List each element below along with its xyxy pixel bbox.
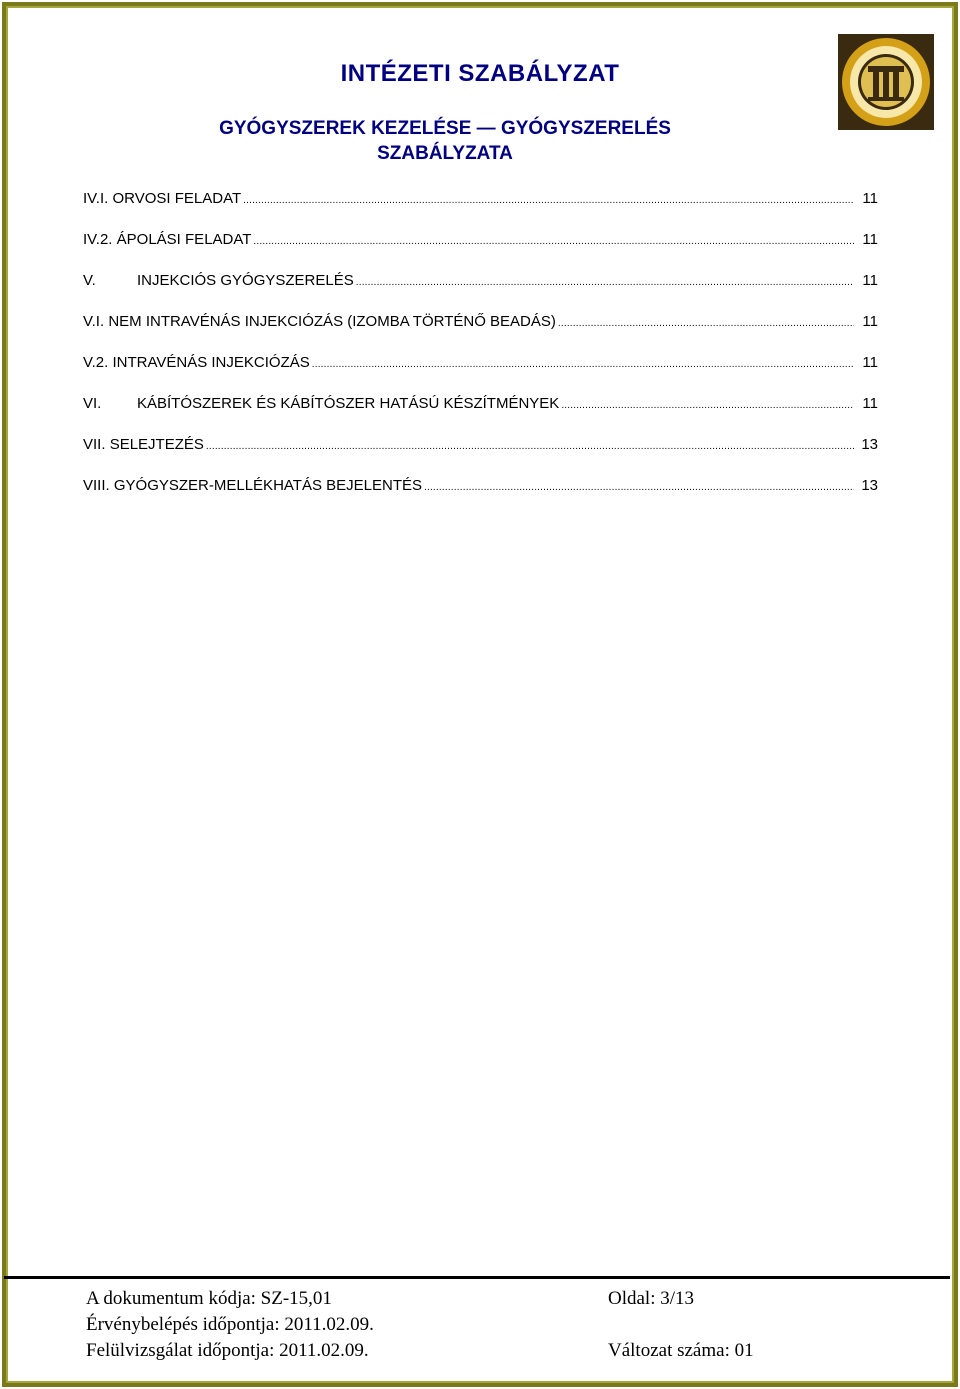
toc-number: V. bbox=[83, 272, 96, 289]
subtitle-line-2: SZABÁLYZATA bbox=[377, 143, 513, 164]
document-title: INTÉZETI SZABÁLYZAT bbox=[340, 60, 620, 87]
toc-leader bbox=[253, 236, 854, 247]
toc-title: NEM INTRAVÉNÁS INJEKCIÓZÁS (IZOMBA TÖRTÉNŐ BEADÁS) bbox=[108, 313, 556, 330]
toc-page: 13 bbox=[861, 477, 878, 494]
page-number: Oldal: 3/13 bbox=[608, 1288, 695, 1309]
toc-leader bbox=[243, 195, 854, 206]
toc-number: IV.2. bbox=[83, 231, 113, 248]
toc-leader bbox=[206, 441, 854, 452]
toc-title: ÁPOLÁSI FELADAT bbox=[116, 231, 252, 248]
footer-divider bbox=[4, 1276, 950, 1279]
toc-title: ORVOSI FELADAT bbox=[112, 190, 242, 207]
toc-title: KÁBÍTÓSZEREK ÉS KÁBÍTÓSZER HATÁSÚ KÉSZÍTMÉNYEK bbox=[137, 395, 560, 412]
table-of-contents bbox=[83, 190, 878, 518]
toc-title: GYÓGYSZER-MELLÉKHATÁS BEJELENTÉS bbox=[113, 477, 422, 494]
document-code: A dokumentum kódja: SZ-15,01 bbox=[86, 1288, 332, 1309]
toc-page: 11 bbox=[862, 395, 878, 412]
review-date: Felülvizsgálat időpontja: 2011.02.09. bbox=[86, 1340, 369, 1361]
toc-page: 11 bbox=[862, 190, 878, 207]
toc-title: INJEKCIÓS GYÓGYSZERELÉS bbox=[137, 272, 354, 289]
toc-entry[interactable] bbox=[83, 477, 878, 498]
toc-leader bbox=[312, 359, 854, 370]
institution-seal-icon bbox=[838, 34, 934, 130]
toc-entry[interactable] bbox=[83, 313, 878, 334]
effective-date: Érvénybelépés időpontja: 2011.02.09. bbox=[86, 1314, 374, 1335]
toc-leader bbox=[424, 482, 854, 493]
toc-number: V.I. bbox=[83, 313, 105, 330]
subtitle-line-1: GYÓGYSZEREK KEZELÉSE — GYÓGYSZERELÉS bbox=[219, 118, 671, 139]
version-number: Változat száma: 01 bbox=[608, 1340, 754, 1361]
document-subtitle bbox=[160, 116, 730, 166]
toc-entry[interactable] bbox=[83, 354, 878, 375]
toc-entry[interactable] bbox=[83, 190, 878, 211]
toc-page: 11 bbox=[862, 231, 878, 248]
toc-page: 13 bbox=[861, 436, 878, 453]
toc-entry[interactable] bbox=[83, 231, 878, 252]
toc-page: 11 bbox=[862, 354, 878, 371]
toc-number: IV.I. bbox=[83, 190, 109, 207]
toc-leader bbox=[558, 318, 854, 329]
toc-number: V.2. bbox=[83, 354, 109, 371]
toc-title: SELEJTEZÉS bbox=[109, 436, 204, 453]
toc-number: VI. bbox=[83, 395, 102, 412]
toc-number: VII. bbox=[83, 436, 106, 453]
toc-page: 11 bbox=[862, 272, 878, 289]
toc-page: 11 bbox=[862, 313, 878, 330]
toc-leader bbox=[356, 277, 854, 288]
toc-entry[interactable] bbox=[83, 436, 878, 457]
toc-entry[interactable] bbox=[83, 395, 878, 416]
toc-number: VIII. bbox=[83, 477, 110, 494]
toc-leader bbox=[561, 400, 854, 411]
toc-title: INTRAVÉNÁS INJEKCIÓZÁS bbox=[112, 354, 310, 371]
toc-entry[interactable] bbox=[83, 272, 878, 293]
document-footer bbox=[86, 1286, 806, 1364]
